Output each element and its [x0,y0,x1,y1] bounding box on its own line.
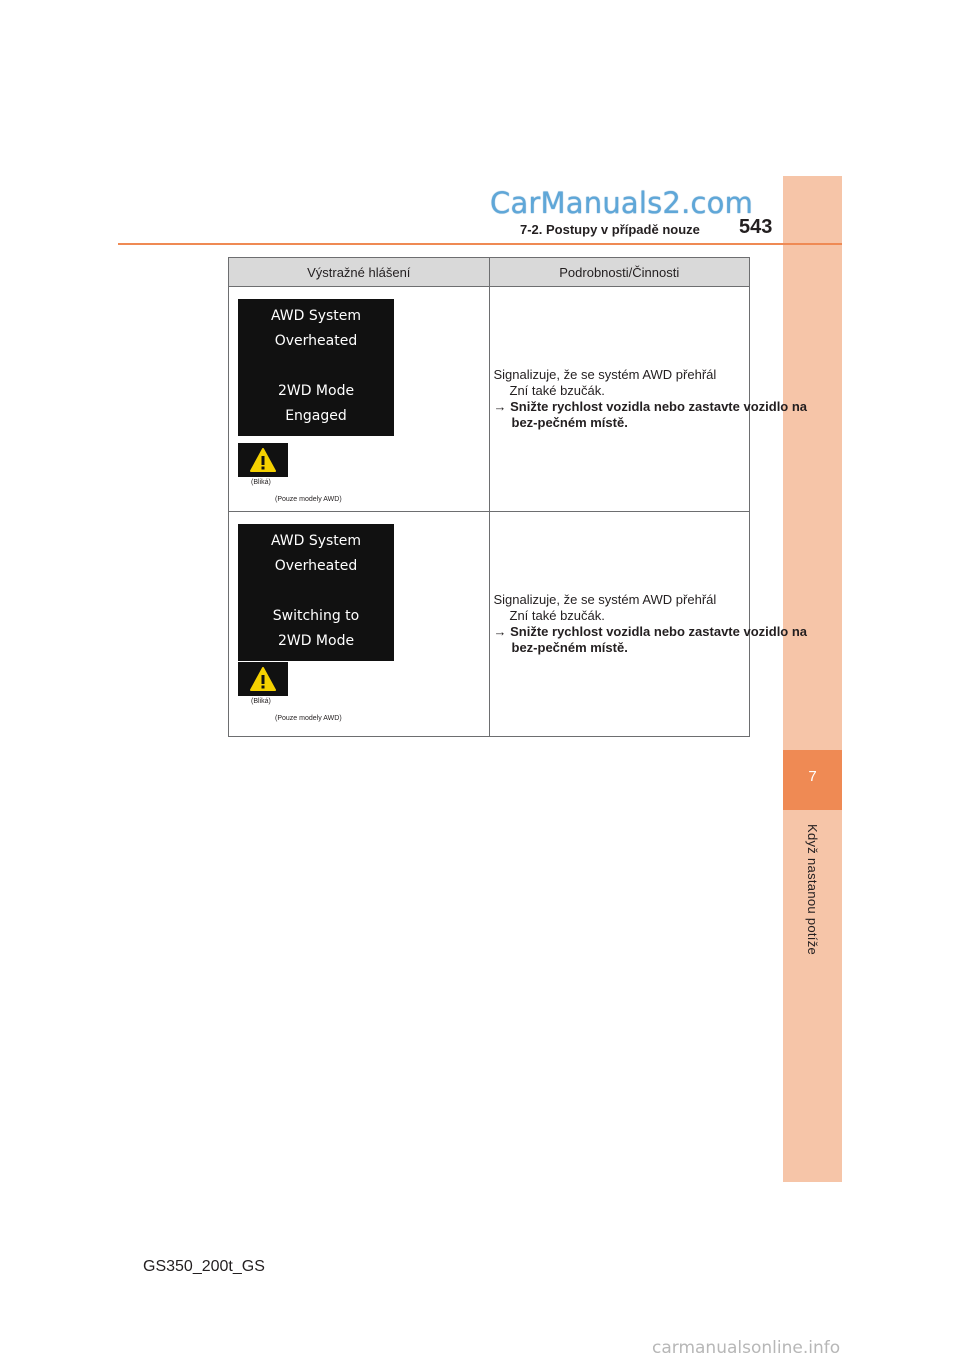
warning-triangle-icon [250,667,276,691]
section-title: 7-2. Postupy v případě nouze [520,222,700,237]
model-note: (Pouze modely AWD) [275,496,342,503]
screen-line: AWD System [270,308,362,324]
details-cell [489,287,808,512]
screen-line: Overheated [274,558,358,574]
detail-description: Signalizuje, že se systém AWD přehřál [493,592,717,607]
screen-line: AWD System [270,533,362,549]
warning-message-cell [229,512,490,737]
display-screen [238,524,394,661]
warning-message-cell [229,287,490,512]
arrow-right-icon: → [493,399,511,414]
model-note: (Pouze modely AWD) [275,715,342,722]
screen-line: Switching to [272,608,360,624]
warning-messages-table [228,257,808,737]
chapter-title: Když nastanou potíže [805,824,820,956]
details-text [494,592,834,656]
detail-action [494,399,834,431]
warning-triangle-icon [250,448,276,472]
footer-watermark: carmanualsonline.info [652,1338,841,1358]
column-header-message: Výstražné hlášení [229,258,490,287]
display-screen [238,299,394,436]
detail-description: Signalizuje, že se systém AWD přehřál [493,367,717,382]
page-number: 543 [739,216,773,238]
detail-action-text: Snižte rychlost vozidla nebo zastavte vozidlo na bez-pečném místě. [510,399,808,430]
column-header-details: Podrobnosti/Činnosti [489,258,750,287]
chapter-number: 7 [808,768,817,785]
model-code: GS350_200t_GS [143,1258,265,1275]
master-warning-light [238,662,288,696]
arrow-right-icon: → [493,624,511,639]
details-text [494,367,834,431]
header-rule [118,243,842,245]
detail-action [494,624,834,656]
table-row [229,512,750,737]
detail-buzzer: Zní také bzučák. [509,608,605,623]
blink-label: (Bliká) [251,479,271,486]
screen-line: Overheated [274,333,358,349]
screen-line: Engaged [285,408,347,424]
details-cell [489,512,808,737]
detail-action-text: Snižte rychlost vozidla nebo zastavte vozidlo na bez-pečném místě. [510,624,808,655]
screen-line: 2WD Mode [277,633,355,649]
watermark-logo: CarManuals2.com [490,186,754,220]
chapter-side-tab [783,176,842,1182]
detail-buzzer: Zní také bzučák. [509,383,605,398]
master-warning-light [238,443,288,477]
table-header-row [229,258,750,287]
screen-line: 2WD Mode [277,383,355,399]
table-row [229,287,750,512]
blink-label: (Bliká) [251,698,271,705]
